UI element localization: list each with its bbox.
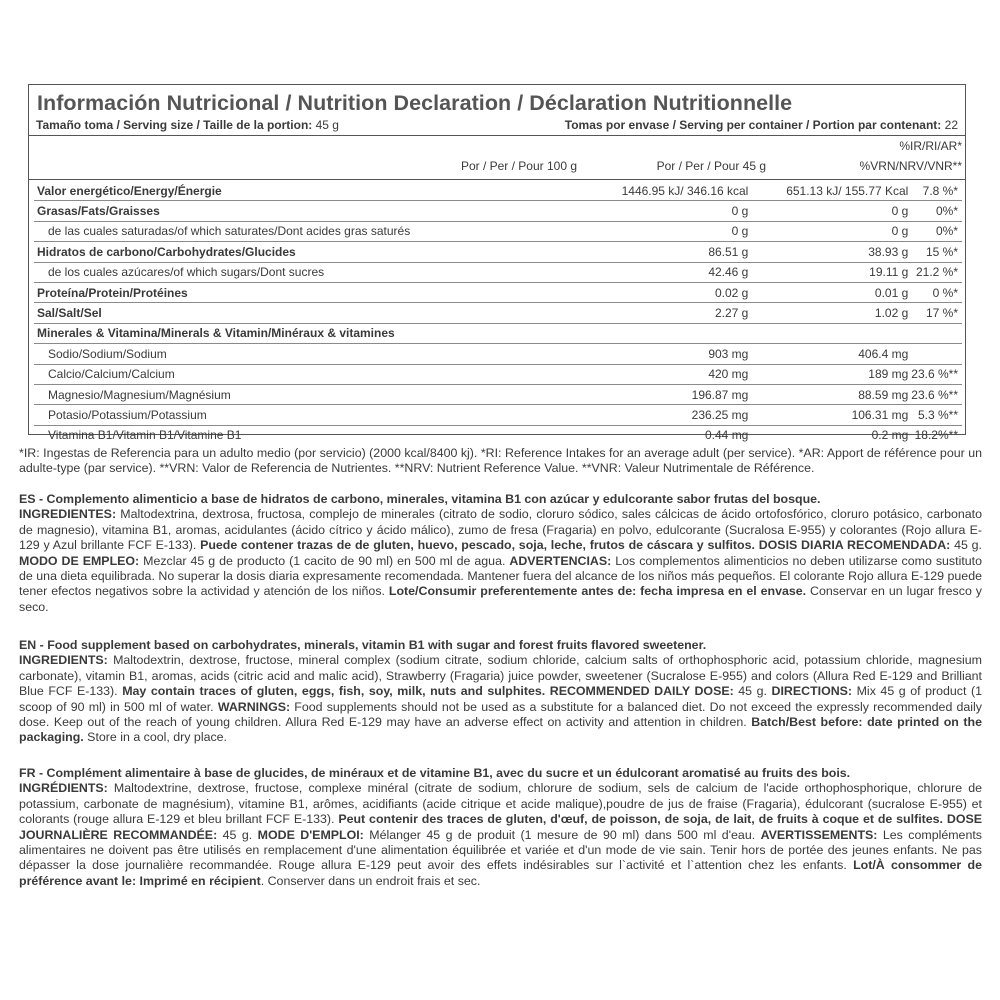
- nutrient-name: de los cuales azúcares/of which sugars/Dont sucres: [34, 262, 410, 282]
- nutrition-table: [34, 181, 962, 445]
- ri-header-line2: %VRN/NRV/VNR**: [859, 159, 962, 173]
- reference-intake: 5.3 %**: [911, 405, 962, 425]
- value-per-100g: 420 mg: [410, 364, 751, 384]
- footnote: *IR: Ingestas de Referencia para un adulto medio (por servicio) (2000 kcal/8400 kj). *RI: Reference Intakes for an average adult (per service). *AR: Apport de référence pour un adulte-type (par service). **VRN: Valor de Referencia de Nutrientes. **NRV: Nutrient Reference Value. **VNR: Valeur Nutrimentale de Référence.: [19, 446, 982, 476]
- table-top-divider: [29, 179, 965, 180]
- es-directions-label: MODO DE EMPLEO:: [19, 553, 140, 568]
- value-per-45g: 0.01 g: [751, 282, 911, 302]
- servings-label: Tomas por envase / Serving per container / Portion par contenant:: [564, 118, 942, 132]
- value-per-100g: 903 mg: [410, 344, 751, 364]
- nutrient-row: [34, 344, 962, 364]
- value-per-45g: 406.4 mg: [751, 344, 911, 364]
- fr-title: FR - Complément alimentaire à base de glucides, de minéraux et de vitamine B1, avec du sucre et un édulcorant aromatisé au fruits des bois.: [19, 766, 851, 780]
- nutrient-name: Grasas/Fats/Graisses: [34, 201, 410, 221]
- nutrient-row: [34, 323, 962, 343]
- nutrient-name: Hidratos de carbono/Carbohydrates/Glucides: [34, 242, 410, 262]
- reference-intake: 17 %*: [911, 303, 962, 323]
- servings-per-container: [565, 118, 958, 132]
- serving-size: [36, 118, 339, 132]
- serving-info: [36, 118, 958, 132]
- reference-intake: 18.2%**: [914, 428, 958, 443]
- nutrient-row: [34, 405, 962, 425]
- reference-intake: 0%*: [911, 221, 962, 241]
- en-storage: Store in a cool, dry place.: [83, 730, 227, 745]
- reference-intake: 15 %*: [911, 242, 962, 262]
- en-warnings-label: WARNINGS:: [217, 699, 291, 714]
- value-per-45g: 0 g: [751, 221, 911, 241]
- value-per-45g: 651.13 kJ/ 155.77 Kcal: [751, 181, 911, 201]
- nutrient-row: [34, 181, 962, 201]
- nutrient-row: [34, 242, 962, 262]
- en-warnings: Food supplements should not be used as a substitute for a balanced diet. Do not exceed the expressly recommended daily dose. Keep out of the reach of young children. Allura Red E-129 may have an adverse effect on activity and attention in children.: [19, 699, 983, 730]
- nutrient-row: [34, 282, 962, 302]
- value-per-45g: 106.31 mg: [751, 405, 911, 425]
- es-body: [19, 507, 982, 615]
- es-warnings-label: ADVERTENCIAS:: [509, 553, 612, 568]
- en-directions-label: DIRECTIONS:: [771, 684, 853, 699]
- nutrient-name: Potasio/Potassium/Potassium: [34, 405, 410, 425]
- fr-storage: . Conserver dans un endroit frais et sec.: [260, 873, 481, 888]
- es-allergens: Puede contener trazas de de gluten, huevo, pescado, soja, leche, frutos de cáscara y sulfitos. DOSIS DIARIA RECOMENDADA:: [200, 538, 951, 553]
- value-per-45g: 1.02 g: [751, 303, 911, 323]
- nutrient-row: [34, 364, 962, 384]
- en-directions: Mix 45 g of product (1 scoop of 90 ml) in 500 ml of water.: [19, 684, 982, 714]
- en-ingredients-label: INGREDIENTS:: [19, 653, 108, 668]
- fr-dose: 45 g.: [217, 827, 258, 842]
- label-title: Información Nutricional / Nutrition Declaration / Déclaration Nutritionnelle: [37, 91, 793, 115]
- reference-intake: 7.8 %*: [911, 181, 962, 201]
- en-title: EN - Food supplement based on carbohydrates, minerals, vitamin B1 with sugar and forest fruits flavored sweetener.: [19, 638, 707, 652]
- reference-intake: 0 %*: [911, 282, 962, 302]
- fr-ingredients-label: INGRÉDIENTS:: [19, 781, 108, 796]
- value-per-100g: 86.51 g: [410, 242, 751, 262]
- serving-size-label: Tamaño toma / Serving size / Taille de la portion:: [36, 118, 313, 132]
- value-per-45g: 38.93 g: [751, 242, 911, 262]
- es-storage: Conservar en un lugar fresco y seco.: [19, 584, 982, 614]
- fr-directions: Mélanger 45 g de produit (1 mesure de 90 ml) dans 500 ml d'eau.: [363, 827, 761, 842]
- es-ingredients-label: INGREDIENTES:: [19, 507, 117, 522]
- per100-header: Por / Per / Pour 100 g: [460, 159, 577, 173]
- nutrient-name: Magnesio/Magnesium/Magnésium: [34, 384, 410, 404]
- value-per-45g: 88.59 mg: [751, 384, 911, 404]
- es-title: ES - Complemento alimenticio a base de hidratos de carbono, minerales, vitamina B1 con azúcar y edulcorante sabor frutas del bosque.: [19, 492, 821, 506]
- value-per-100g: 236.25 mg: [410, 405, 751, 425]
- value-per-100g: 42.46 g: [410, 262, 751, 282]
- fr-warnings-label: AVERTISSEMENTS:: [760, 827, 878, 842]
- value-per-45g: 189 mg: [751, 364, 911, 384]
- nutrient-name: Vitamina B1/Vitamin B1/Vitamine B1: [48, 428, 242, 443]
- value-per-100g: [410, 323, 751, 343]
- fr-directions-label: MODE D'EMPLOI:: [257, 827, 364, 842]
- fr-warnings: Les compléments alimentaires ne doivent pas être utilisés en remplacement d'une alimentation équilibrée et variée et d'un mode de vie sain. Tenir hors de portée des jeunes enfants. Ne pas dépasser la dose journalière recommandée. Rouge allura E-129 peut avoir des effets indésirables sur l`activité et l`attention chez les enfants.: [19, 827, 982, 873]
- en-body: [19, 653, 982, 745]
- reference-intake: 23.6 %**: [911, 384, 962, 404]
- value-per-100g: 2.27 g: [410, 303, 751, 323]
- value-per-45g: 0.2 mg: [871, 428, 909, 443]
- fr-ingredients: Maltodextrine, dextrose, fructose, complexe minéral (citrate de sodium, chlorure de sodium, sels de calcium de l'acide orthophosphorique, chlorure de potassium, carbonate de magnésium), vitamine B1, arômes, acidifiants (acide citrique et acide malique),poudre de jus de fraise (Fragaria), édulcorant (sucralose E-955) et colorants (rouge allura E-129 et bleu brillant FCF E-133).: [19, 781, 982, 827]
- nutrient-name: Calcio/Calcium/Calcium: [34, 364, 410, 384]
- en-batch-label: Batch/Best before: date printed on the packaging.: [19, 715, 982, 745]
- reference-intake: [911, 323, 962, 343]
- value-per-45g: 19.11 g: [751, 262, 911, 282]
- nutrient-row: [34, 201, 962, 221]
- fr-batch-label: Lot/À consommer de préférence avant le: Imprimé en récipient: [19, 858, 982, 888]
- nutrient-name: Minerales & Vitamina/Minerals & Vitamin/Minéraux & vitamines: [34, 323, 410, 343]
- section-fr: [19, 766, 982, 889]
- nutrient-name: Sal/Salt/Sel: [34, 303, 410, 323]
- nutrient-name: Sodio/Sodium/Sodium: [34, 344, 410, 364]
- value-per-100g: 0 g: [410, 221, 751, 241]
- en-ingredients: Maltodextrin, dextrose, fructose, mineral complex (sodium citrate, sodium chloride, calcium salts of orthophosphoric acid, potassium chloride, magnesium carbonate), vitamin B1, aromas, acids (citric acid and malic acid), Strawberry (Fragaria) juice powder, sweetener (Sucralose E-955) and colors (Allura Red E-129 and Brilliant Blue FCF E-133).: [19, 653, 982, 699]
- nutrient-name: Proteína/Protein/Protéines: [34, 282, 410, 302]
- nutrient-row: [34, 384, 962, 404]
- per45-header: Por / Per / Pour 45 g: [656, 159, 766, 173]
- nutrient-row: [34, 262, 962, 282]
- fr-body: [19, 781, 982, 889]
- reference-intake: [911, 344, 962, 364]
- reference-intake: 23.6 %**: [911, 364, 962, 384]
- es-directions: Mezclar 45 g de producto (1 cacito de 90 ml) en 500 ml de agua.: [139, 553, 510, 568]
- nutrition-label: [28, 84, 966, 443]
- value-per-100g: 0 g: [410, 201, 751, 221]
- nutrient-row: [34, 221, 962, 241]
- reference-intake: 0%*: [911, 201, 962, 221]
- nutrient-name: Valor energético/Energy/Énergie: [34, 181, 410, 201]
- ri-header-line1: %IR/RI/AR*: [899, 139, 962, 153]
- section-es: [19, 492, 982, 615]
- es-warnings: Los complementos alimenticios no deben utilizarse como sustituto de una dieta equilibrada. No superar la dosis diaria expresamente recomendada. Mantener fuera del alcance de los niños más pequeños. El colorante Rojo allura E-129 puede tener efectos negativos sobre la actividad y atención de los niños.: [19, 553, 982, 599]
- section-en: [19, 638, 982, 746]
- nutrient-row: [34, 425, 962, 445]
- nutrient-name: de las cuales saturadas/of which saturates/Dont acides gras saturés: [34, 221, 410, 241]
- nutrient-row: [34, 303, 962, 323]
- en-allergens: May contain traces of gluten, eggs, fish, soy, milk, nuts and sulphites. RECOMMENDED DAILY DOSE:: [122, 684, 734, 699]
- value-per-100g: 0.44 mg: [705, 428, 749, 443]
- serving-size-value: 45 g: [315, 118, 339, 132]
- reference-intake: 21.2 %*: [911, 262, 962, 282]
- value-per-100g: 196.87 mg: [410, 384, 751, 404]
- en-dose: 45 g.: [733, 684, 772, 699]
- fr-allergens: Peut contenir des traces de gluten, d'œuf, de poisson, de soja, de lait, de fruits à coque et de sulfites. DOSE JOURNALIÈRE RECOMMANDÉE:: [19, 812, 982, 842]
- value-per-100g: 1446.95 kJ/ 346.16 kcal: [410, 181, 751, 201]
- es-ingredients: Maltodextrina, dextrosa, fructosa, complejo de minerales (citrato de sodio, cloruro sódico, sales cálcicas de ácido ortofosfórico, cloruro potásico, carbonato de magnesio), vitamina B1, aromas, acidulantes (ácido cítrico y ácido málico), zumo de fresa (Fragaria) en polvo, edulcorante (Sucralosa E-955) y colorantes (Rojo allura E-129 y Azul brillante FCF E-133).: [19, 507, 982, 553]
- value-per-45g: 0 g: [751, 201, 911, 221]
- value-per-100g: 0.02 g: [410, 282, 751, 302]
- value-per-45g: [751, 323, 911, 343]
- es-batch-label: Lote/Consumir preferentemente antes de: fecha impresa en el envase.: [388, 584, 807, 599]
- header-divider: [29, 135, 965, 136]
- es-dose: 45 g.: [950, 538, 982, 553]
- servings-value: 22: [944, 118, 958, 132]
